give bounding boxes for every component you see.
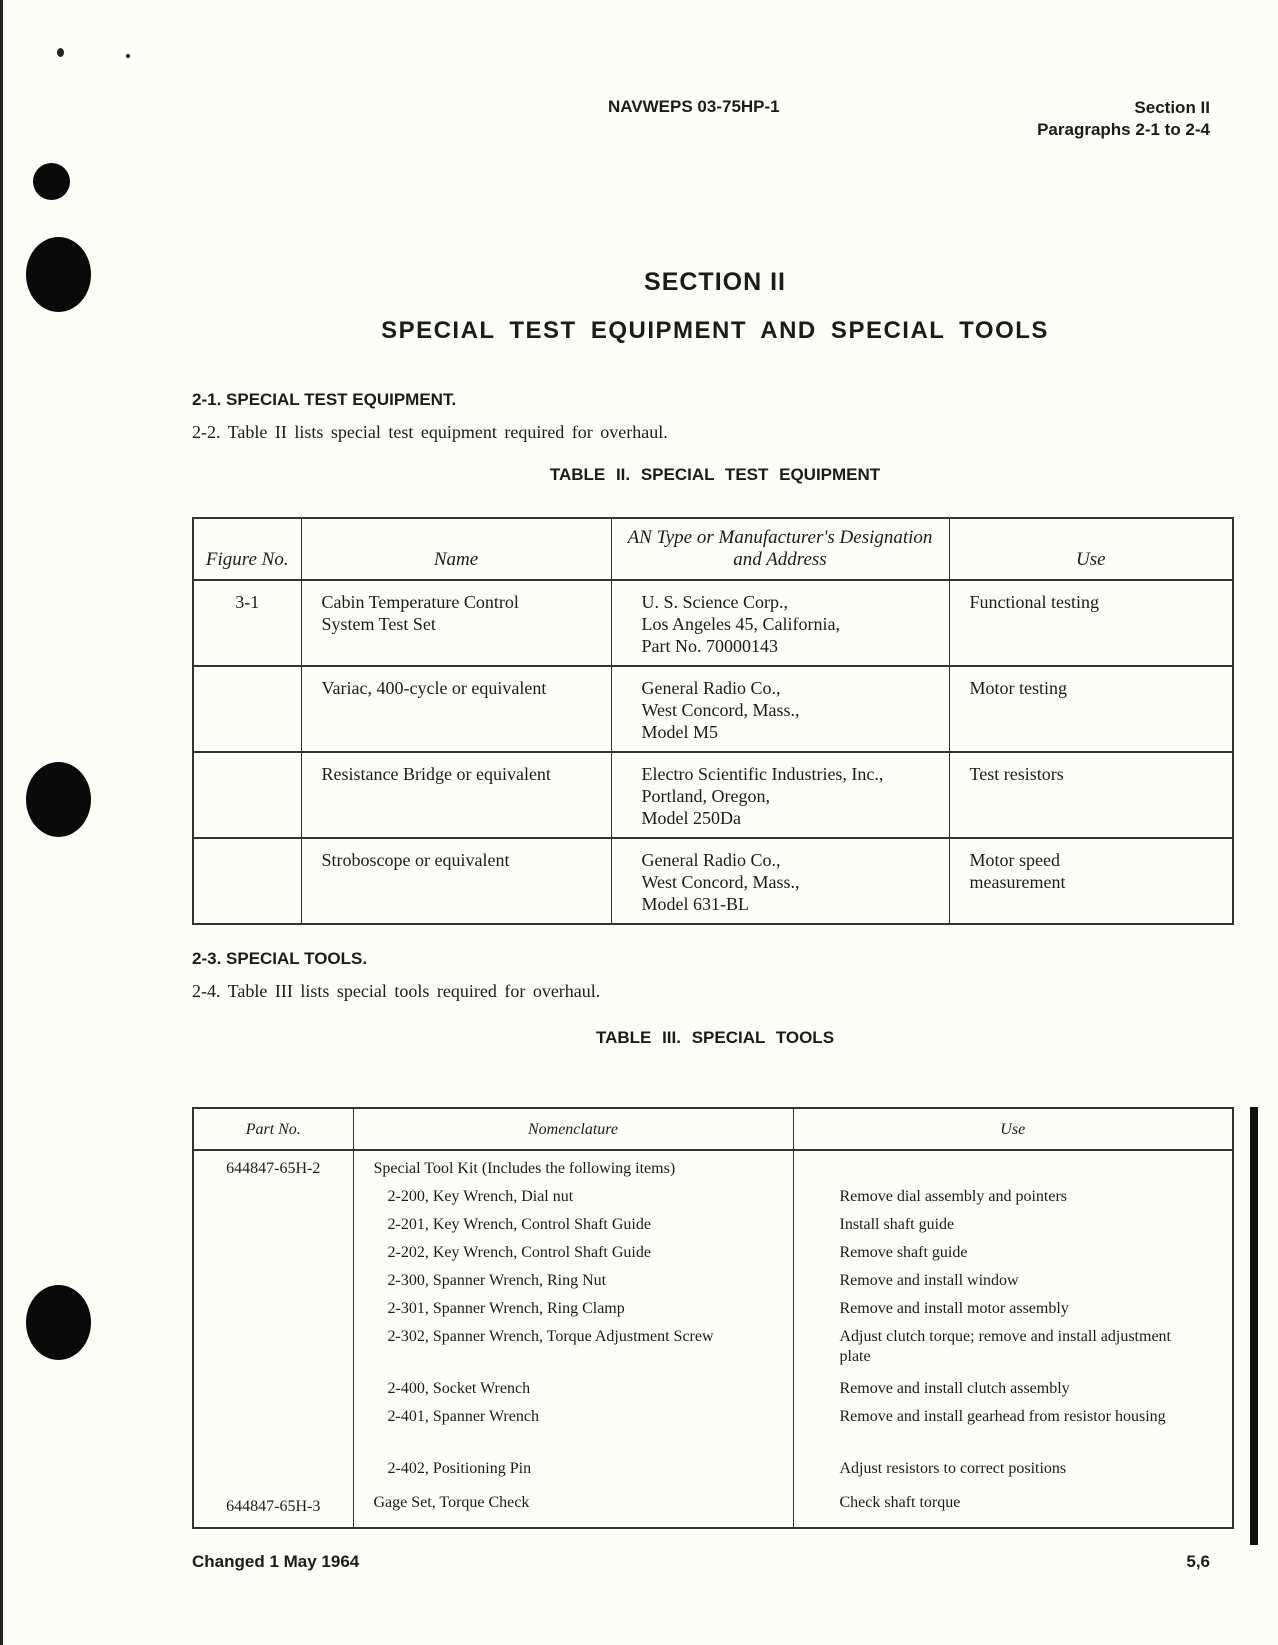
- designation-cell: [611, 666, 949, 752]
- use-cell: [949, 838, 1233, 924]
- nomenclature-cell: 2-201, Key Wrench, Control Shaft Guide: [387, 1216, 651, 1233]
- figure-cell: [193, 752, 301, 838]
- use-cell: Adjust resistors to correct positions: [839, 1460, 1067, 1477]
- use-cell: Install shaft guide: [839, 1216, 955, 1233]
- table-row: [193, 666, 1233, 752]
- nomenclature-cell: Gage Set, Torque Check: [373, 1494, 530, 1511]
- col-header-nomenclature: Nomenclature: [353, 1108, 793, 1150]
- use-line: measurement: [969, 872, 1066, 892]
- page-number: 5,6: [1186, 1552, 1210, 1571]
- paragraph-heading-2-3: 2-3. SPECIAL TOOLS.: [192, 949, 368, 968]
- section-label: Section II: [1134, 98, 1210, 117]
- name-cell: [301, 666, 611, 752]
- figure-cell: 3-1: [193, 580, 301, 666]
- use-line: Motor speed: [969, 850, 1060, 870]
- col-header-designation: AN Type or Manufacturer's Designation and Address: [611, 518, 949, 580]
- name-cell: [301, 838, 611, 924]
- col-header-use: Use: [949, 518, 1233, 580]
- nomenclature-cell: 2-400, Socket Wrench: [387, 1380, 531, 1397]
- designation-line: U. S. Science Corp.,: [641, 592, 788, 612]
- paragraph-range: Paragraphs 2-1 to 2-4: [1037, 120, 1210, 139]
- designation-cell: [611, 580, 949, 666]
- designation-line: Model 631-BL: [641, 894, 749, 914]
- part-no-cell: 644847-65H-2: [226, 1160, 321, 1177]
- use-column: [793, 1150, 1233, 1528]
- col-header-figure: Figure No.: [193, 518, 301, 580]
- designation-line: General Radio Co.,: [641, 678, 781, 698]
- use-cell: Remove and install window: [839, 1272, 1019, 1289]
- use-line: Functional testing: [969, 592, 1099, 612]
- figure-cell: [193, 838, 301, 924]
- designation-line: Part No. 70000143: [641, 636, 778, 656]
- nomenclature-column: [353, 1150, 793, 1528]
- binder-hole: [33, 163, 70, 200]
- table-header-row: [193, 518, 1233, 580]
- nomenclature-cell: 2-302, Spanner Wrench, Torque Adjustment Screw: [387, 1328, 714, 1345]
- part-no-cell: 644847-65H-3: [226, 1498, 321, 1515]
- designation-line: Model 250Da: [641, 808, 741, 828]
- name-line: Resistance Bridge or equivalent: [321, 764, 551, 784]
- figure-cell: [193, 666, 301, 752]
- nomenclature-cell: 2-202, Key Wrench, Control Shaft Guide: [387, 1244, 651, 1261]
- paragraph-heading-2-1: 2-1. SPECIAL TEST EQUIPMENT.: [192, 390, 457, 409]
- designation-line: West Concord, Mass.,: [641, 872, 800, 892]
- use-cell: Remove and install motor assembly: [839, 1300, 1069, 1317]
- section-title: SECTION II: [644, 268, 786, 296]
- col-header-name: Name: [301, 518, 611, 580]
- part-no-column: [193, 1150, 353, 1528]
- name-line: Stroboscope or equivalent: [321, 850, 510, 870]
- designation-line: Los Angeles 45, California,: [641, 614, 840, 634]
- name-line: Variac, 400-cycle or equivalent: [321, 678, 547, 698]
- nomenclature-cell: 2-300, Spanner Wrench, Ring Nut: [387, 1272, 607, 1289]
- use-cell: [949, 666, 1233, 752]
- name-cell: [301, 752, 611, 838]
- page-edge: [0, 0, 3, 1645]
- nomenclature-cell: Special Tool Kit (Includes the following items): [373, 1160, 676, 1177]
- designation-cell: [611, 838, 949, 924]
- use-cell: Remove and install clutch assembly: [839, 1380, 1070, 1397]
- table-2-caption: TABLE II. SPECIAL TEST EQUIPMENT: [549, 465, 881, 484]
- designation-line: West Concord, Mass.,: [641, 700, 800, 720]
- change-bar: [1250, 1107, 1258, 1545]
- doc-number: NAVWEPS 03-75HP-1: [608, 97, 780, 116]
- use-cell: Adjust clutch torque; remove and install adjustment plate: [839, 1328, 1171, 1365]
- header-right: [1037, 97, 1210, 141]
- use-cell: Check shaft torque: [839, 1494, 961, 1511]
- col-header-use: Use: [793, 1108, 1233, 1150]
- section-subtitle: SPECIAL TEST EQUIPMENT AND SPECIAL TOOLS: [381, 317, 1049, 344]
- table-body-row: [193, 1150, 1233, 1528]
- table-row: [193, 752, 1233, 838]
- paragraph-2-4: 2-4. Table III lists special tools required for overhaul.: [192, 981, 601, 1001]
- binder-hole: [26, 762, 91, 837]
- designation-line: Portland, Oregon,: [641, 786, 770, 806]
- nomenclature-cell: 2-402, Positioning Pin: [387, 1460, 532, 1477]
- table-header-row: [193, 1108, 1233, 1150]
- designation-line: Model M5: [641, 722, 718, 742]
- paragraph-2-2: 2-2. Table II lists special test equipment required for overhaul.: [192, 422, 668, 442]
- ink-speck: [126, 54, 130, 58]
- special-tools-table: [192, 1107, 1234, 1529]
- use-cell: Remove and install gearhead from resistor housing: [839, 1408, 1166, 1425]
- special-test-equipment-table: [192, 517, 1234, 925]
- binder-hole: [26, 1285, 91, 1360]
- nomenclature-cell: 2-301, Spanner Wrench, Ring Clamp: [387, 1300, 625, 1317]
- ink-speck: [57, 48, 64, 57]
- table-row: [193, 838, 1233, 924]
- use-cell: [949, 752, 1233, 838]
- use-line: Test resistors: [969, 764, 1064, 784]
- name-line: System Test Set: [321, 614, 436, 634]
- nomenclature-cell: 2-200, Key Wrench, Dial nut: [387, 1188, 574, 1205]
- designation-line: General Radio Co.,: [641, 850, 781, 870]
- change-note: Changed 1 May 1964: [192, 1552, 360, 1571]
- use-cell: [949, 580, 1233, 666]
- nomenclature-cell: 2-401, Spanner Wrench: [387, 1408, 539, 1425]
- use-line: Motor testing: [969, 678, 1067, 698]
- col-header-part-no: Part No.: [193, 1108, 353, 1150]
- use-cell: [840, 1155, 1203, 1183]
- table-row: [193, 580, 1233, 666]
- table-3-caption: TABLE III. SPECIAL TOOLS: [595, 1028, 835, 1047]
- name-line: Cabin Temperature Control: [321, 592, 519, 612]
- use-cell: Remove dial assembly and pointers: [839, 1188, 1068, 1205]
- name-cell: [301, 580, 611, 666]
- spacer: [204, 1183, 343, 1487]
- use-cell: Remove shaft guide: [839, 1244, 968, 1261]
- designation-cell: [611, 752, 949, 838]
- designation-line: Electro Scientific Industries, Inc.,: [641, 764, 884, 784]
